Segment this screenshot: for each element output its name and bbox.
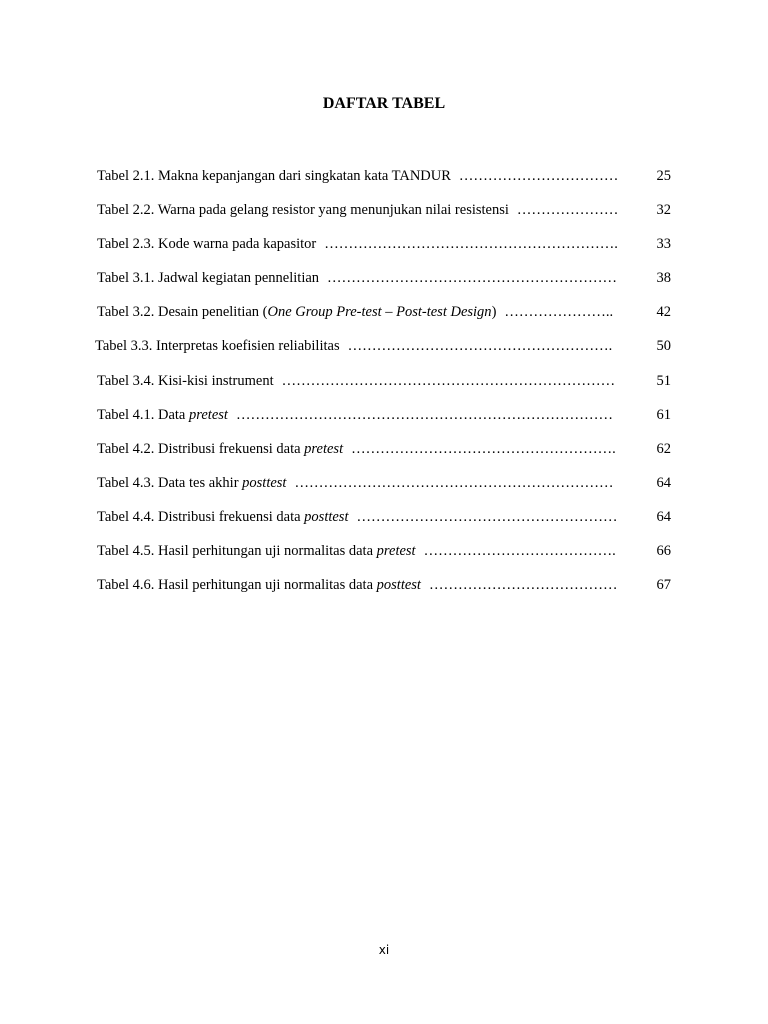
entry-page-number: 61 [656,406,671,423]
dot-leader: …………………………………………………………………… [235,406,613,423]
entry-label: Tabel 4.5. Hasil perhitungan uji normalitas data pretest [97,543,416,560]
entry-label: Tabel 4.2. Distribusi frekuensi data pretest [97,440,344,457]
entry-page-number: 25 [656,168,671,184]
dot-leader: ………………….. [504,304,614,321]
list-item [97,541,671,575]
entry-page-number: 66 [656,543,671,560]
page-number: xi [378,943,390,957]
entry-label: Tabel 4.6. Hasil perhitungan uji normalitas data posttest [97,577,421,594]
dot-leader: ………………………………… [428,577,618,594]
dot-leader: …………………………………………………………… [281,372,616,389]
dot-leader: ………………………………………………………… [294,474,614,491]
list-item [97,507,671,541]
dot-leader: ………………………………………………. [351,440,616,457]
dot-leader: …………………………………………………… [327,270,618,287]
dot-leader: ………………… [516,202,619,219]
entry-page-number: 38 [656,270,671,287]
list-item [97,302,671,336]
entry-page-number: 67 [656,577,671,594]
entry-label: Tabel 3.1. Jadwal kegiatan pennelitian [97,270,320,287]
entry-page-number: 64 [656,474,671,491]
entry-page-number: 50 [656,338,671,355]
entry-page-number: 64 [656,508,671,525]
entry-label: Tabel 4.1. Data pretest [97,406,228,423]
list-item [97,371,671,405]
page-title: DAFTAR TABEL [322,95,446,112]
entry-page-number: 42 [656,304,671,321]
list-item [97,268,671,302]
entry-label: Tabel 3.4. Kisi-kisi instrument [97,372,274,389]
entry-page-number: 62 [656,440,671,457]
list-item [97,439,671,473]
entry-label: Tabel 2.3. Kode warna pada kapasitor [97,236,317,253]
list-item [95,336,671,370]
list-item [97,405,671,439]
entry-page-number: 32 [656,202,671,219]
dot-leader: ………………………………………………. [347,338,613,355]
entry-label: Tabel 4.3. Data tes akhir posttest [97,474,287,491]
list-item [97,473,671,507]
table-list [97,166,671,609]
list-item [97,200,671,234]
dot-leader: …………………………………. [423,543,616,560]
entry-page-number: 33 [656,236,671,253]
dot-leader: ……………………………………………… [356,508,618,525]
entry-label: Tabel 3.3. Interpretas koefisien reliabilitas [95,338,340,355]
entry-label: Tabel 3.2. Desain penelitian (One Group Pre-test – Post-test Design) [97,304,497,321]
dot-leader: …………………………… [458,168,619,184]
dot-leader: ……………………………………………………. [324,236,618,253]
list-item [97,234,671,268]
list-item [97,166,671,200]
entry-label: Tabel 4.4. Distribusi frekuensi data posttest [97,508,349,525]
entry-label: Tabel 2.2. Warna pada gelang resistor yang menunjukan nilai resistensi [97,202,509,219]
entry-label: Tabel 2.1. Makna kepanjangan dari singkatan kata TANDUR [97,168,451,184]
list-item [97,575,671,609]
entry-page-number: 51 [656,372,671,389]
